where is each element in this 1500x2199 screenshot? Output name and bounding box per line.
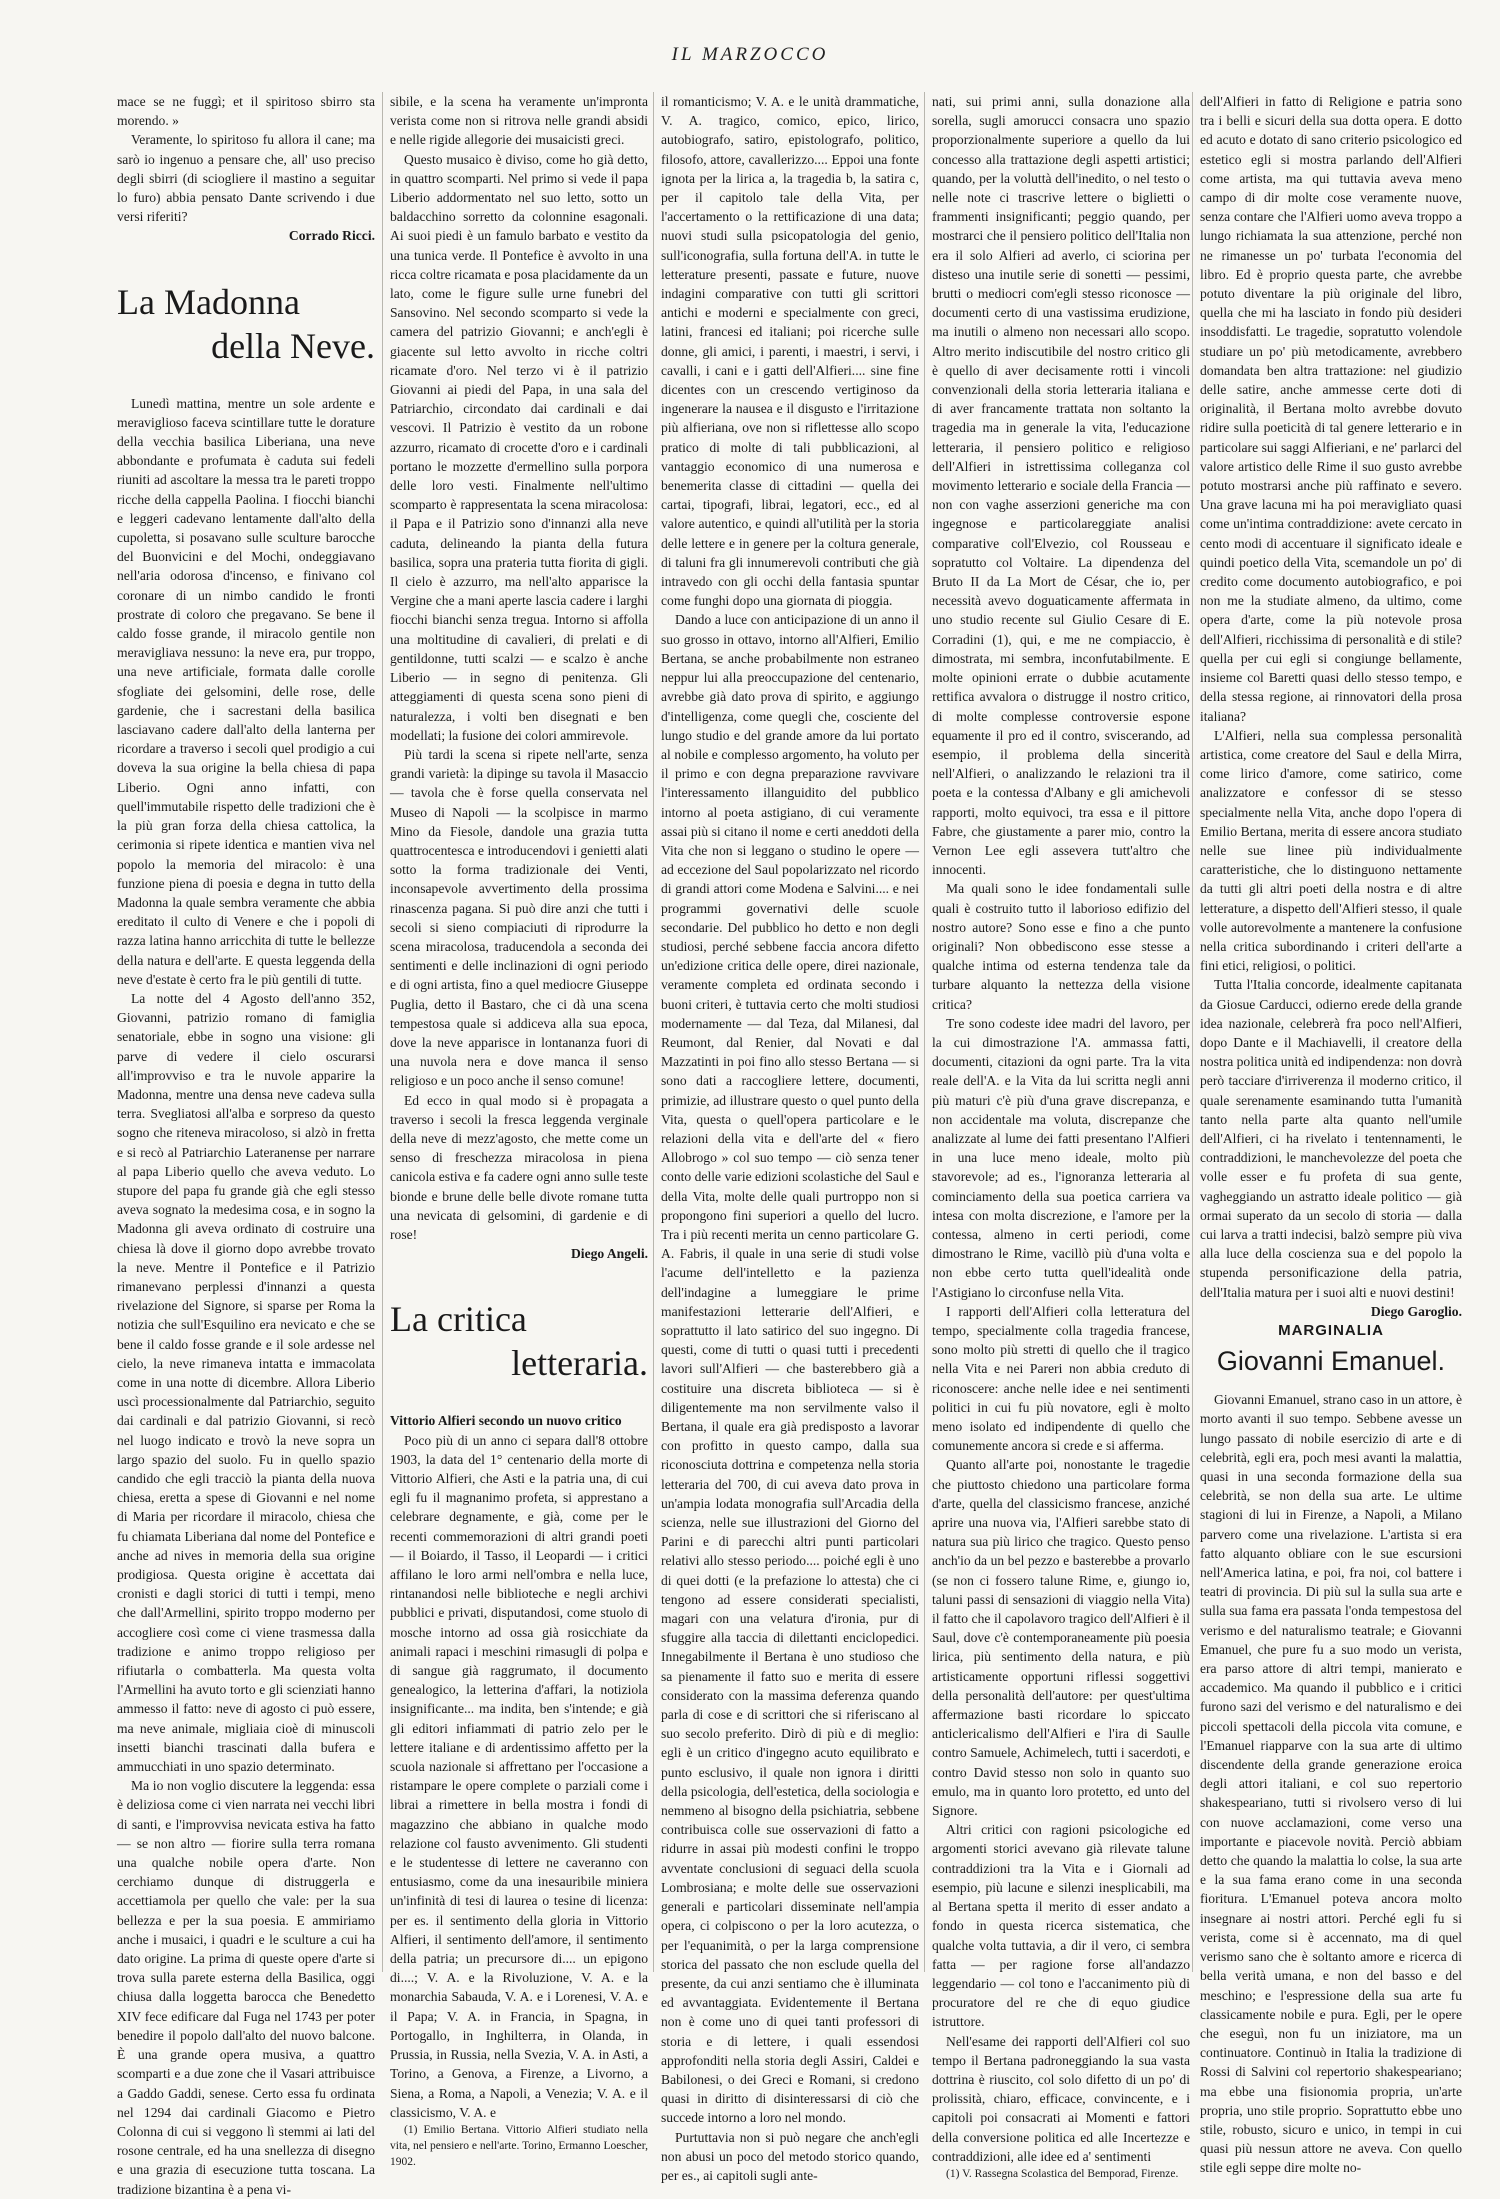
column-5 <box>1200 92 1463 2176</box>
paragraph: sibile, e la scena ha veramente un'impronta verista come non si ritrova nelle grandi absidi e nelle rigide allegorie dei musaicisti greci. <box>390 94 648 148</box>
paragraph: dell'Alfieri in fatto di Religione e patria sono tra i belli e sicuri della sua dotta opera. E dotto ed acuto e dotato di sano criterio psicologico ed estetico egli si mostra parlando dell'Alfieri come artista, ma qui tuttavia aveva meno campo di dir molte cose veramente nuove, senza contare che l'Alfieri uomo aveva troppo a lungo richiamata la sua attenzione, perché non ne rimanesse un po' turbata l'economia del libro. Ed è proprio questa parte, che avrebbe potuto diventare la più originale del libro, quella che mi ha lasciato in fondo più desideri insoddisfatti. Le tragedie, sopratutto volendole studiare un po' più metodicamente, avrebbero domandata ben altra trattazione: nel giudizio delle satire, anche ammesse certe doti di originalità, il Bertana molto avrebbe dovuto ridire sulla poeticità di tal genere letterario e in particolare sui saggi Alfieriani, e ne' parlarci del valore artistico delle Rime il suo gusto avrebbe potuto mostrarsi anche più raffinato e severo. Una grave lacuna mi ha poi meravigliato quasi come un'intima contraddizione: avete cercato in cento modi di accentuare il significato ideale e quindi poetico della Vita, scemandole un po' di credito come documento autobiografico, e poi non me la studiate almeno, da ultimo, come opera d'arte, come la più notevole prosa dell'Alfieri, ricchissima di personalità e di stile? quella per cui egli si congiunge bellamente, insieme col Baretti quasi dello stesso tempo, e della stessa regione, ai rinnovatori della prosa italiana? <box>1200 94 1462 724</box>
paragraph: Altri critici con ragioni psicologiche ed argomenti storici avevano già rilevate talune contraddizioni tra la Vita e i Giornali ad esempio, più lacune e silenzi inesplicabili, ma al Bertana spetta il merito di esser andato a fondo in questa ricerca sistematica, che qualche volta tuttavia, a dir il vero, ci sembra fatta — per ragione forse all'andazzo leggendario — col tono e l'accanimento più di procuratore del re che di equo giudice istruttore. <box>932 1822 1190 2030</box>
paragraph: il romanticismo; V. A. e le unità drammatiche, V. A. tragico, comico, epico, lirico, autobiografo, satiro, epistolografo, politico, filosofo, attore, cavallerizzo.... Eppoi una fonte ignota per la lirica a, la tragedia b, la satira c, per il capitolo tale della Vita, per l'accertamento o la rettificazione di una data; nuovi studi sulla psicopatologia del genio, sull'iconografia, sulla fortuna dell'A. in tutte le letterature presenti, passate e future, nuove indagini comparative con tutti gli scrittori antichi e moderni e specialmente con greci, latini, francesi ed italiani; poi ricerche sulle donne, gli amici, i parenti, i maestri, i servi, i cavalli, i cani e i gatti dell'Alfieri.... sine fine dicentes con un crescendo vertiginoso da ingenerare la nausea e il disgusto e l'irritazione più alfieriana, ove non si riflettesse allo scopo pratico di molte di tali pubblicazioni, al vantaggio economico di una numerosa e benemerita classe di cittadini — quella dei cartai, tipografi, librai, legatori, ecc., ed al valore autentico, e quindi all'utilità per la storia delle lettere e in genere per la coltura generale, di taluni fra gli innumerevoli contributi che già intravedo con gli occhi della fantasia spuntar come funghi dopo una giornata di pioggia. <box>661 94 919 609</box>
paragraph: Questo musaico è diviso, come ho già detto, in quattro scomparti. Nel primo si vede il papa Liberio addormentato nel suo letto, sotto un baldacchino sorretto da colonnine esagonali. Ai suoi piedi è un famulo barbato e vestito da una tunica verde. Il Pontefice è avvolto in una ricca coltre ricamata e posa placidamente da un lato, come le figure sulle urne funebri del Sansovino. Nel secondo scomparto si vede la camera del patrizio Giovanni; e anch'egli è giacente sul letto avvolto in ricche coltri ricamate d'oro. Nel terzo vi è il patrizio Giovanni ai piedi del Papa, in una sala del Patriarchio, circondato dai cardinali e dai vescovi. Il Patrizio è vestito da un robone azzurro, ricamato di crocette d'oro e i cardinali portano le mozzette d'ermellino sulla porpora delle loro vesti. Finalmente nell'ultimo scomparto è rappresentata la scena miracolosa: il Papa e il Patrizio sono d'innanzi alla neve caduta, delineando la pianta della futura basilica, sopra una prateria tutta fiorita di gigli. Il cielo è azzurro, ma nell'alto apparisce la Vergine che a mani aperte lascia cadere i larghi fiocchi bianchi senza tregua. Intorno si affolla una moltitudine di cavalieri, di prelati e di gentildonne, tutti scalzi — e scalzo è anche Liberio — in segno di penitenza. Gli atteggiamenti di questa scena sono pieni di naturalezza, i volti ben disegnati e ben modellati; la fusione dei colori ammirevole. <box>390 151 648 743</box>
article-title <box>117 280 375 368</box>
column-3 <box>661 92 919 2183</box>
marginalia-title: Giovanni Emanuel. <box>1216 1346 1446 1377</box>
section-label: MARGINALIA <box>1278 1322 1384 1339</box>
paragraph: L'Alfieri, nella sua complessa personalità artistica, come creatore del Saul e della Mirra, come lirico d'amore, come satirico, come analizzatore e confessor di se stesso specialmente nella Vita, anche dopo l'opera di Emilio Bertana, merita di essere ancora studiato nelle sue linee più individualmente caratteristiche, che lo distinguono nettamente da tutti gli altri poeti della nostra e di altre letterature, a dispetto dell'Alfieri stesso, il quale volle autorevolmente a mantenere la confusione nella critica subordinando i criteri dell'arte a fini etici, religiosi, o politici. <box>1200 727 1462 974</box>
author-signature: Diego Garoglio. <box>1370 1303 1462 1319</box>
masthead: IL MARZOCCO <box>671 44 829 65</box>
paragraph: Nell'esame dei rapporti dell'Alfieri col suo tempo il Bertana padroneggiando la sua vasta dottrina è riuscito, col solo difetto di un po' di prolissità, chiaro, efficace, convincente, e i capitoli poi consacrati ai Momenti e fattori della conversione politica ed alle Incertezze e contraddizioni, alle idee ed a' sentimenti <box>932 2033 1190 2164</box>
paragraph: Tre sono codeste idee madri del lavoro, per la cui dimostrazione l'A. ammassa fatti, documenti, citazioni da ogni parte. Tra la vita reale dell'A. e la Vita da lui scritta negli anni più maturi c'è più d'una grave discrepanza, e non accidentale ma voluta, discrepanze che analizzate al lume dei fatti presentano l'Alfieri in una luce meno ideale, molto più stavorevole; ad es., l'ignoranza letteraria al cominciamento della sua poetica carriera va intesa con molta discrezione, e l'amore per la contessa, almeno in certi periodi, come dimostrano le Rime, vacillò più d'una volta e non ebbe certo tutta quell'idealità onde l'Astigiano lo circonfuse nella Vita. <box>932 1015 1190 1300</box>
article-subtitle: Vittorio Alfieri secondo un nuovo critico <box>390 1413 622 1429</box>
column-divider <box>924 92 925 1972</box>
author-signature: Diego Angeli. <box>570 1246 648 1262</box>
author-signature: Corrado Ricci. <box>288 228 375 244</box>
paragraph: I rapporti dell'Alfieri colla letteratura del tempo, specialmente colla tragedia francese, sono molto più stretti di quello che il tragico nella Vita e nei Pareri non abbia creduto di riconoscere: anche nelle idee e nei sentimenti politici in cui fu più novatore, egli è molto meno isolato ed indipendente di quello che comunemente ancora si crede e si afferma. <box>932 1303 1190 1454</box>
footnote: (1) Emilio Bertana. Vittorio Alfieri studiato nella vita, nel pensiero e nell'arte. Torino, Ermanno Loescher, 1902. <box>390 2123 648 2168</box>
paragraph: Giovanni Emanuel, strano caso in un attore, è morto avanti il suo tempo. Sebbene avesse un lungo passato di nobile esercizio di arte e di celebrità, egli era, poch mesi avanti la malattia, quasi in una seconda formazione della sua celebrità, se non della sua arte. Le ultime stagioni di lui in Firenze, a Napoli, a Milano parvero come una rivelazione. L'artista si era fatto alquanto obliare con le sue escursioni nell'America latina, e poi, fra noi, col battere i teatri di provincia. Di più sul la sulla sua arte e sulla sua fama era passata l'onda tempestosa del verismo e del naturalismo teatrale; e Giovanni Emanuel, che pure fu a suo modo un verista, era parso attore di altri tempi, manierato e accademico. Ma quando il pubblico e i critici furono sazi del verismo e del naturalismo e dei piccoli spettacoli della piccola vita comune, e l'Emanuel riapparve con la sua arte di ultimo discendente della grande generazione eroica degli attori italiani, e col suo repertorio shakespeariano, tutti si rivolsero verso di lui con nuove acclamazioni, come verso una importante e piacevole novità. Perciò abbiam detto che quando la malattia lo colse, la sua arte e la sua fama erano come in una seconda fioritura. L'Emanuel poteva ancora molto insegnare ai nostri attori. Perché egli fu si verista, come si è accennato, ma di quel verismo sano che è soltanto amore e ricerca di bella verità umana, e non del basso e del meschino; e l'espressione della sua arte fu classicamente nobile e pura. Egli, per le opere che eseguì, non fu un iniziatore, ma un continuatore. Continuò in Italia la tradizione di Rossi di Salvini col repertorio shakespeariano; ma ebbe una fisionomia propria, un'arte propria, uno stile proprio. Soprattutto ebbe uno stile, robusto, sicuro e unico, in tempi in cui quasi più nessun attore ne aveva. Con quello stile egli seppe dire molte no- <box>1200 1392 1463 2176</box>
paragraph: Purtuttavia non si può negare che anch'egli non abusi un poco del metodo storico quando, per es., ai capitoli sugli ante- <box>661 2129 919 2183</box>
column-divider <box>1192 92 1193 1972</box>
article-title-line: La critica <box>390 1299 527 1340</box>
footnote: (1) V. Rassegna Scolastica del Bemporad, Firenze. <box>946 2167 1179 2180</box>
paragraph: Quanto all'arte poi, nonostante le tragedie che piuttosto chiedono una particolare forma d'arte, quella del classicismo francese, anziché aprire una nuova via, l'Alfieri sarebbe stato di natura sua più lirico che tragico. Questo penso anch'io da un bel pezzo e basterebbe a provarlo (se non ci fossero talune Rime, e, giungo io, taluni passi di sensazioni di viaggio nella Vita) il fatto che il capolavoro tragico dell'Alfieri è il Saul, dove c'è contemporaneamente più poesia lirica, più sentimento della natura, e più artisticamente opportuni riflessi soggettivi della personalità dell'autore: per quest'ultima affermazione basti ricordare lo spiccato anticlericalismo dell'Alfieri e l'ira di Saulle contro Samuele, Achimelech, tutti i sacerdoti, e contro David stesso non solo in quanto suo emulo, ma in quanto loro protetto, ed unto del Signore. <box>932 1457 1190 1819</box>
article-title-line: letteraria. <box>511 1343 648 1384</box>
paragraph: Ma quali sono le idee fondamentali sulle quali è costruito tutto il laborioso edifizio del nostro autore? Sono esse e fino a che punto originali? Non obbediscono esse stesse a qualche intima od esterna tendenza tale da turbare alquanto la nettezza della visione critica? <box>932 881 1190 1012</box>
paragraph: Più tardi la scena si ripete nell'arte, senza grandi varietà: la dipinge su tavola il Masaccio — tavola che è forse quella conservata nel Museo di Napoli — la scolpisce in marmo Mino da Fiesole, dandole una grazia tutta quattrocentesca e introducendovi i genietti alati sotto la forma tradizionale dei Venti, inconsapevole avvertimento della prossima rinascenza pagana. Si può dire anzi che tutti i secoli si sieno compiaciuti di riprodurre la scena miracolosa, traducendola a seconda dei sentimenti e delle inclinazioni di ogni periodo e di ogni artista, fino a quel mediocre Giuseppe Puglia, detto il Bastaro, che ci dà una scena tempestosa quale si addiceva alla sua epoca, dove la neve apparisce in lontananza fuori di una nuvola nera e dove manca il senso religioso e un poco anche il senso comune! <box>390 746 648 1089</box>
paragraph: Ma io non voglio discutere la leggenda: essa è deliziosa come ci vien narrata nei vecchi libri di santi, e l'improvvisa nevicata estiva ha fatto — se non altro — fiorire sulla terra romana una qualche nobile opera d'arte. Non cerchiamo dunque di distruggerla e accettiamola per quello che vale: per la sua bellezza e per la sua poesia. E ammiriamo anche i musaici, i quadri e le sculture a cui ha dato origine. La prima di queste opere d'arte si trova sulla parete esterna della Basilica, oggi chiusa dalla loggetta barocca che Benedetto XIV fece edificare dal Fuga nel 1743 per poter benedire il popolo dall'alto del nuovo balcone. È una grande opera musiva, a quattro scomparti e a due zone che il Vasari attribuisce a Gaddo Gaddi, senese. Certo essa fu ordinata nel 1294 dai cardinali Giacomo e Pietro Colonna di cui si veggono lì stemmi ai lati del rosone centrale, ed ha una snellezza di disegno e una grazia di esecuzione tutta toscana. La tradizione bizantina è a pena vi- <box>117 1778 375 2197</box>
article-title-line: La Madonna <box>117 281 300 322</box>
column-divider <box>382 92 383 1972</box>
paragraph: Veramente, lo spiritoso fu allora il cane; ma sarò io ingenuo a pensare che, all' uso preciso degli sbirri (di sciogliere il mastino a seguitar lo furo) abbia pensato Dante scrivendo i due versi riferiti? <box>117 132 375 225</box>
paragraph: Poco più di un anno ci separa dall'8 ottobre 1903, la data del 1° centenario della morte di Vittorio Alfieri, che Asti e la patria una, di cui egli fu il magnanimo profeta, si apprestano a celebrare degnamente, e già, come per le recenti commemorazioni di altri grandi poeti — il Boiardo, il Tasso, il Leopardi — i critici affilano le loro armi nell'ombra e nella luce, rintanandosi nelle biblioteche e negli archivi pubblici e privati, disputandosi, come stuolo di mosche intorno ad ossa già rosicchiate da animali rapaci i meschini rimasugli di polpa e di sangue già raggrumato, il documento genealogico, la letterina d'affari, la notiziola insignificante... ma indita, ben s'intende; e già gli editori infiammati di patrio zelo per le lettere italiane e di ardentissimo affetto per la scuola nazionale si affrettano per l'occasione a ristampare le opere complete o parziali come i librai a rimettere in bella mostra i fondi di magazzino che abbiano in qualche modo relazione col fausto avvenimento. Gli studenti e le studentesse di lettere ne caveranno con entusiasmo, come da una inesauribile miniera un'infinità di tesi di laurea o tesine di licenza: per es. il sentimento della gloria in Vittorio Alfieri, il sentimento dell'amore, il sentimento della patria; un precursore di.... un epigono di....; V. A. e la Rivoluzione, V. A. e la monarchia Sabauda, V. A. e i Lorenesi, V. A. e il Papa; V. A. in Francia, in Spagna, in Portogallo, in Inghilterra, in Olanda, in Prussia, in Russia, nella Svezia, V. A. in Asti, a Torino, a Genova, a Firenze, a Livorno, a Siena, a Roma, a Napoli, a Venezia; V. A. e il classicismo, V. A. e <box>390 1432 648 2120</box>
paragraph: Lunedì mattina, mentre un sole ardente e meraviglioso faceva scintillare tutte le dorature della vecchia basilica Liberiana, una neve abbondante e profumata è caduta sui fedeli riuniti ad ascoltare la messa tra le pareti troppo ricche della cappella Paolina. I fiocchi bianchi e leggeri cadevano lentamente dall'alto della cupoletta, si posavano sulle sculture barocche del Buonvicini e del Mochi, ondeggiavano nell'aria odorosa d'incenso, e finivano col coronare di un nimbo candido le fronti prostrate di coloro che pregavano. Se bene il caldo fosse grande, il miracolo gentile non meravigliava nessuno: la neve era, pur troppo, una neve artificiale, formata dalle corolle sfogliate dei gelsomini, delle rose, delle gardenie, che i sacrestani della basilica lasciavano cadere dall'alto della lanterna per ricordare a traverso i secoli quel prodigio a cui doveva la sua origine la bella chiesa di papa Liberio. Ogni anno infatti, con quell'immutabile rispetto delle tradizioni che è la più gran forza della chiesa cattolica, la cerimonia si ripete identica e mantien viva nel popolo la memoria del miracolo: è una funzione piena di poesia e degna in tutto della Madonna la quale sembra veramente che abbia ereditato il culto di Venere e che i popoli di razza latina hanno arricchita di tutte le bellezze della natura e dell'arte. E questa leggenda della neve d'estate è certo fra le più gentili di tutte. <box>117 395 375 987</box>
column-1 <box>117 92 375 2197</box>
paragraph: mace se ne fuggì; et il spiritoso sbirro sta morendo. » <box>117 94 375 129</box>
paragraph: Tutta l'Italia concorde, idealmente capitanata da Giosue Carducci, odierno erede della grande idea nazionale, celebrerà fra poco nell'Alfieri, dopo Dante e il Machiavelli, il creatore della nostra politica unità ed indipendenza: non dovrà però tacciare d'irriverenza il moderno critico, il quale serenamente esaminando tutta l'umanità tanto nella parte alta quanto nell'umile dell'Alfieri, ci ha rivelato i tentennamenti, le contraddizioni, le manchevolezze del poeta che volle esser e fu profeta di sua gente, vagheggiando un astratto ideale politico — già ormai superato da un secolo di storia — dalla cui larva a tratti indecisi, balzò sempre più viva alla luce della coscienza sua e del popolo la stupenda personificazione della patria, dell'Italia matura per i suoi alti e nuovi destini! <box>1200 977 1462 1300</box>
paragraph: Dando a luce con anticipazione di un anno il suo grosso in ottavo, intorno all'Alfieri, Emilio Bertana, se anche probabilmente non estraneo neppur lui alla preoccupazione del centenario, avrebbe già dato prova di spirito, e aggiungo d'intelligenza, come quegli che, cosciente del lungo studio e del grande amore da lui portato al nobile e complesso argomento, ha voluto per il primo e con degna preparazione ravvivare l'interessamento illanguidito del pubblico intorno al poeta astigiano, di cui veramente assai più si citano il nome e certi aneddoti della Vita che non si leggano o studino le opere — ad eccezione del Saul popolarizzato nel ricordo di grandi attori come Modena e Salvini.... e nei programmi governativi delle scuole secondarie. Del pubblico ho detto e non degli studiosi, perché sebbene faccia ancora difetto un'edizione critica delle opere, direi nazionale, veramente completa ed ordinata secondo i buoni criteri, è tuttavia certo che molti studiosi modernamente — dal Teza, dal Milanesi, dal Reumont, dal Renier, dal Novati e dal Mazzatinti in poi fino allo stesso Bertana — si sono dati a raccogliere lettere, documenti, primizie, ad illustrare questo o quel punto della Vita, questa o quell'opera particolare e le relazioni della vita e dell'arte del « fiero Allobrogo » col suo tempo — ciò senza tener conto delle varie edizioni scolastiche del Saul e della Vita, molte delle quali purtroppo non si propongono fini superiori a quello del lucro. Tra i più recenti merita un cenno particolare G. A. Fabris, il quale in una serie di studi volse l'acume dell'intelletto e la pazienza dell'indagine a lumeggiare le prime manifestazioni letterarie dell'Alfieri, e soprattutto il lato satirico del suo ingegno. Di questi, come di tutti o quasi tutti i precedenti lavori sull'Alfieri — che basterebbero già a costituire una discreta biblioteca — si è diligentemente ma non servilmente valso il Bertana, il quale era già predisposto a lavorar con profitto in questo campo, dalla sua riconosciuta dottrina e competenza nella storia letteraria del 700, di cui aveva dato prova in un'ampia lodata monografia sull'Arcadia della scienza, nelle sue illustrazioni del Giorno del Parini e di parecchi altri punti particolari relativi allo stesso periodo.... poiché egli è uno di quei dotti (e la prefazione lo attesta) che ci tengono ad essere considerati specialisti, magari con una velatura d'ironia, pur di sfuggire alla taccia di dilettanti enciclopedici. Innegabilmente il Bertana è uno studioso che sa pienamente il fatto suo e merita di essere considerato con la massima deferenza quando parla di cose e di scrittori che si riferiscano al suo secolo preferito. Dirò di più e di meglio: egli è un critico d'ingegno acuto equilibrato e punto esclusivo, il quale non ignora i diritti della psicologia, dell'estetica, della sociologia e nemmeno al bisogno della psichiatria, sebbene contribuisca colle sue osservazioni di fatto a ridurre in assai più modesti confini le troppo avventate conclusioni di seguaci della scuola Lombrosiana; e molte delle sue osservazioni generali e particolari disseminate nell'ampia opera, ci colpiscono o per la loro acutezza, o per l'equanimità, o per la larga comprensione storica del passato che non esclude quella del presente, da cui anzi sentiamo che è illuminata ed avvantaggiata. Evidentemente il Bertana non è come uno di quei tanti professori di storia e di lettere, i quali essendosi approfonditi nella storia degli Assiri, Caldei e Babilonesi, o dei Greci e Romani, si credono quasi in diritto di disinteressarsi di ciò che succede intorno a loro nel mondo. <box>661 612 919 2126</box>
paragraph: nati, sui primi anni, sulla donazione alla sorella, sugli amorucci consacra uno spazio proporzionalmente superiore a quello da lui concesso alla trattazione degli aspetti artistici; quando, per la voluttà dell'inedito, o nel testo o nelle note ci trascrive lettere o biglietti o frammenti insignificanti; peggio quando, per mostrarci che il pensiero politico dell'Italia non era il solo Alfieri ad averlo, ci sciorina per disteso una inutile serie di sonetti — pessimi, brutti o mediocri com'egli stesso riconosce — documenti certo di una vastissima erudizione, ma inutili o almeno non necessari allo scopo. Altro merito indiscutibile del nostro critico gli è quello di aver decisamente rotti i vincoli convenzionali della storia letteraria italiana e di aver francamente trattata non soltanto la tragedia ma in generale la vita, l'educazione letteraria, il pensiero politico e religioso dell'Alfieri in istrettissima colleganza col movimento letterario e sociale della Francia — non con vaghe asserzioni generiche ma con ingegnose e particolareggiate analisi comparative coll'Elvezio, col Rousseau e sopratutto col Voltaire. La dipendenza del Bruto II da La Mort de César, che io, per necessità avevo doguaticamente affermata in uno studio recente sul Giulio Cesare di E. Corradini (1), qui, e me ne compiaccio, è dimostrata, mi sembra, inconfutabilmente. E molte opinioni errate o dubbie acutamente rettifica avvalora o distrugge il nostro critico, di molte complesse controversie espone equamente il pro ed il contro, sviscerando, ad esempio, il problema della sincerità nell'Alfieri, o analizzando le relazioni tra il poeta e la contessa d'Albany e gli amichevoli rapporti, molto equivoci, tra essa e il pittore Fabre, che giustamente a parer mio, contro la Vernon Lee egli assevera tutt'altro che innocenti. <box>932 94 1190 878</box>
paragraph: Ed ecco in qual modo si è propagata a traverso i secoli la fresca leggenda verginale della neve di mezz'agosto, che mette come un senso di freschezza miracolosa in piena canicola estiva e fa cadere ogni anno sulle teste bionde e brune delle belle divote romane tutta una nevicata di gelsomini, di gardenie e di rose! <box>390 1092 648 1242</box>
column-divider <box>653 92 654 1972</box>
article-title-line: della Neve. <box>211 325 375 366</box>
column-2 <box>390 92 648 2168</box>
paragraph: La notte del 4 Agosto dell'anno 352, Giovanni, patrizio romano di famiglia senatoriale, ebbe in sogno una visione: gli parve di vedere il cielo oscurarsi all'improvviso e tra le nuvole apparire la Madonna, mentre una densa neve cadeva sulla terra. Svegliatosi all'alba e sorpreso da questo sogno che riteneva miracoloso, si alzò in fretta e si recò al Patriarchio Lateranense per narrare al papa Liberio quello che aveva veduto. Lo stupore del papa fu grande già che egli stesso aveva sognato la medesima cosa, e in sogno la Madonna gli aveva ordinato di costruire una chiesa là dove il giorno dopo avrebbe trovato la neve. Mentre il Pontefice e il Patrizio rimanevano perplessi d'innanzi a questa rivelazione del Signore, si sparse per Roma la notizia che sull'Esquilino era nevicato e che se bene il caldo fosse grande e il sole ardesse nel cielo, la neve rimaneva intatta e immacolata come in una notte di dicembre. Allora Liberio uscì processionalmente dal Patriarchio, seguito dai cardinali e dal patrizio Giovanni, si recò nel luogo indicato e trovò la neve sopra un largo spazio del suolo. Fu in quello spazio candido che egli tracciò la pianta della nuova chiesa, eretta a spese di Giovanni e nel nome di Maria per ricordare il miracolo, chiesa che fu chiamata Liberiana dal nome del Pontefice e anche ad nives in memoria della sua origine prodigiosa. Questa origine è accettata dai cronisti e dagli storici di tutti i tempi, meno che dall'Armellini, spirito troppo moderno per accogliere così come ci viene trasmessa dalla tradizione e animo troppo religioso per rifiutarla o combatterla. Ma questa volta l'Armellini ha avuto torto e gli scienziati hanno ammesso il fatto: neve di agosto ci può essere, ma neve animale, migliaia cioè di minuscoli insetti bianchi trascinati dalla bufera e ammucchiati in uno spazio determinato. <box>117 990 375 1775</box>
column-4 <box>932 92 1190 2180</box>
article-title <box>390 1297 648 1385</box>
